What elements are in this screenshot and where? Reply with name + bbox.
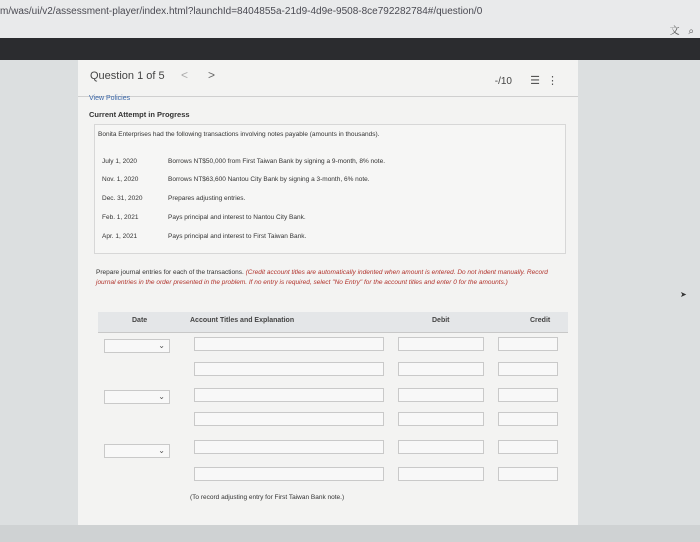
date-select[interactable] <box>104 339 170 353</box>
debit-input[interactable] <box>398 388 484 402</box>
account-title-input[interactable] <box>194 362 384 376</box>
account-column-header: Account Titles and Explanation <box>190 317 295 324</box>
browser-icons <box>664 22 694 37</box>
transaction-desc: Borrows NT$63,600 Nantou City Bank by signing a 3-month, 6% note. <box>168 176 370 183</box>
question-header <box>78 60 578 97</box>
browser-toolbar <box>0 38 700 60</box>
mouse-cursor-icon: ➤ <box>680 290 687 299</box>
debit-input[interactable] <box>398 337 484 351</box>
attempt-status: Current Attempt in Progress <box>89 110 190 119</box>
transaction-desc: Borrows NT$50,000 from First Taiwan Bank by signing a 9-month, 8% note. <box>168 158 386 165</box>
translate-icon[interactable]: 文 <box>669 26 680 37</box>
next-question-button[interactable]: > <box>208 68 216 82</box>
instructions <box>96 268 566 288</box>
question-score: -/10 <box>494 76 512 87</box>
credit-input[interactable] <box>498 440 558 454</box>
transaction-date: July 1, 2020 <box>102 158 138 165</box>
view-policies-link[interactable]: View Policies <box>89 95 131 102</box>
previous-question-button[interactable]: < <box>181 68 189 82</box>
account-title-input[interactable] <box>194 388 384 402</box>
transaction-desc: Prepares adjusting entries. <box>168 195 246 202</box>
browser-address-bar <box>0 0 700 39</box>
question-list-icon[interactable]: ☰ <box>530 75 540 87</box>
credit-input[interactable] <box>498 362 558 376</box>
credit-input[interactable] <box>498 337 558 351</box>
transaction-date: Feb. 1, 2021 <box>102 214 139 221</box>
credit-input[interactable] <box>498 467 558 481</box>
date-select[interactable] <box>104 390 170 404</box>
account-title-input[interactable] <box>194 440 384 454</box>
account-title-input[interactable] <box>194 412 384 426</box>
instructions-note: (Credit account titles are automatically indented when amount is entered. Do not indent manually. Record journal entries in the order presented in the problem. If no entry is required, select "No Entry" for the account titles and enter 0 for the amounts.) <box>96 269 548 286</box>
credit-input[interactable] <box>498 412 558 426</box>
transaction-date: Apr. 1, 2021 <box>102 233 138 240</box>
credit-input[interactable] <box>498 388 558 402</box>
debit-input[interactable] <box>398 412 484 426</box>
debit-input[interactable] <box>398 467 484 481</box>
transaction-desc: Pays principal and interest to First Taiwan Bank. <box>168 233 307 240</box>
transaction-date: Nov. 1, 2020 <box>102 176 139 183</box>
transaction-date: Dec. 31, 2020 <box>102 195 143 202</box>
journal-entry-table <box>98 312 568 542</box>
problem-box <box>94 124 566 254</box>
problem-intro: Bonita Enterprises had the following transactions involving notes payable (amounts in thousands). <box>98 131 380 138</box>
transaction-desc: Pays principal and interest to Nantou City Bank. <box>168 214 306 221</box>
chevron-down-icon: ⌄ <box>158 446 165 455</box>
entry-note: (To record adjusting entry for First Taiwan Bank note.) <box>190 494 345 501</box>
date-select[interactable] <box>104 444 170 458</box>
account-title-input[interactable] <box>194 337 384 351</box>
url-text[interactable]: m/was/ui/v2/assessment-player/index.html?launchId=8404855a-21d9-4d9e-9508-8ce792282784#/question/0 <box>0 6 483 17</box>
account-title-input[interactable] <box>194 467 384 481</box>
debit-input[interactable] <box>398 362 484 376</box>
date-column-header: Date <box>132 317 148 324</box>
credit-column-header: Credit <box>530 317 551 324</box>
search-icon[interactable]: ⌕ <box>688 26 694 37</box>
instructions-text: Prepare journal entries for each of the transactions. <box>96 269 246 276</box>
debit-column-header: Debit <box>432 317 450 324</box>
table-header <box>98 312 568 333</box>
question-title: Question 1 of 5 <box>90 70 165 82</box>
chevron-down-icon: ⌄ <box>158 392 165 401</box>
more-options-icon[interactable]: ⋮ <box>547 75 558 87</box>
chevron-down-icon: ⌄ <box>158 341 165 350</box>
debit-input[interactable] <box>398 440 484 454</box>
